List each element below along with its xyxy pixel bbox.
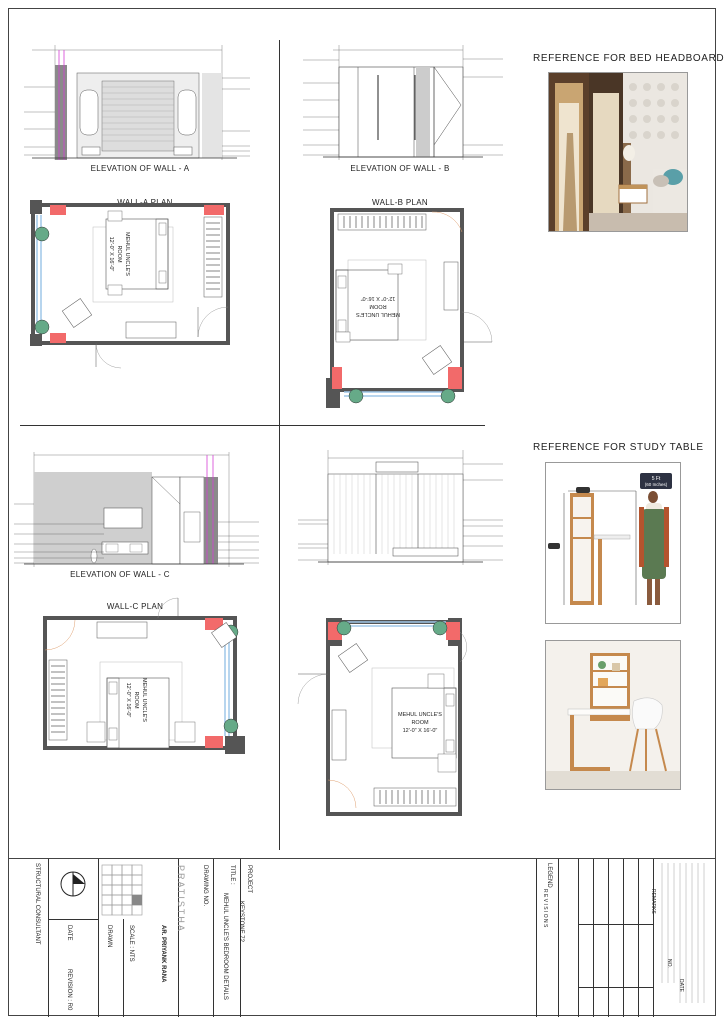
size-tag-line1: 5 Ft xyxy=(651,476,661,482)
wall-a-room-label: ROOM xyxy=(116,245,122,263)
elevation-wall-b-title: ELEVATION OF WALL - B xyxy=(350,164,450,173)
project-value: KEYSTONE 72 xyxy=(238,901,244,942)
date-col-label: DATE xyxy=(678,979,684,992)
structural-consultant-label: STRUCTURAL CONSULTANT xyxy=(34,863,40,945)
reference-study-table-title: REFERENCE FOR STUDY TABLE xyxy=(533,442,704,453)
wall-d-room-dims: 12'-0" X 16'-0" xyxy=(402,728,438,734)
wall-b-room-dims: 12'-0" X 16'-0" xyxy=(360,295,396,301)
drawing-no-label: DRAWING NO. xyxy=(202,865,208,907)
date-label: DATE xyxy=(66,925,72,941)
title-label: TITLE : xyxy=(229,865,235,885)
wall-b-room-label: ROOM xyxy=(369,303,387,309)
wall-a-plan xyxy=(28,197,243,357)
wall-d-room-name: MEHUL UNCLE'S xyxy=(398,712,442,718)
headboard-reference-image xyxy=(548,72,688,232)
elevation-wall-d xyxy=(298,450,508,570)
wall-c-room-name: MEHUL UNCLE'S xyxy=(141,678,147,722)
wall-c-plan-title: WALL-C PLAN xyxy=(106,602,164,611)
divider-vertical xyxy=(279,40,280,850)
drawn-label: DRAWN xyxy=(106,925,112,948)
title-value: MEHUL UNCLE'S BEDROOM DETAILS xyxy=(222,893,228,1000)
legend-label: LEGEND xyxy=(546,863,552,888)
elevation-wall-c-title: ELEVATION OF WALL - C xyxy=(70,570,170,579)
size-tag-line2: (60 Inches) xyxy=(644,482,668,487)
wall-b-plan-title: WALL-B PLAN xyxy=(372,198,428,207)
wall-b-room-name: MEHUL UNCLE'S xyxy=(356,311,400,317)
remarks-label: REMARKS xyxy=(650,889,656,914)
no-label: NO. xyxy=(666,959,672,968)
revision-label: REVISION : R0 xyxy=(66,969,72,1011)
wall-c-room-label: ROOM xyxy=(133,691,139,709)
architect-name: AR. PRIYANK RANA xyxy=(160,925,166,983)
title-block xyxy=(8,858,716,1017)
wall-d-plan xyxy=(298,610,473,820)
north-arrow-icon xyxy=(58,869,88,899)
revisions-label: R E V I S I O N S xyxy=(542,889,548,928)
project-label: PROJECT xyxy=(246,865,252,894)
wall-a-plan-title: WALL-A PLAN xyxy=(117,198,173,207)
wall-d-room-label: ROOM xyxy=(411,720,429,726)
study-table-reference-image-2 xyxy=(545,640,681,790)
studio-logo xyxy=(102,865,152,935)
elevation-wall-a-title: ELEVATION OF WALL - A xyxy=(90,164,190,173)
elevation-wall-a xyxy=(22,45,252,165)
wall-c-room-dims: 12'-0" X 16'-0" xyxy=(125,682,131,718)
elevation-wall-b xyxy=(303,45,513,165)
study-table-reference-image-1 xyxy=(545,462,681,624)
elevation-wall-c xyxy=(14,452,264,572)
divider-horizontal xyxy=(20,425,485,426)
scale-label: SCALE : NTS xyxy=(128,925,134,962)
studio-logo-text: PRATISTHA xyxy=(176,865,186,933)
reference-bed-headboard-title: REFERENCE FOR BED HEADBOARD xyxy=(533,53,724,64)
wall-c-plan xyxy=(35,590,250,760)
wall-a-room-name: MEHUL UNCLE'S xyxy=(124,232,130,276)
wall-a-room-dims: 12'-0" X 16'-0" xyxy=(108,236,114,272)
general-notes xyxy=(656,863,716,1013)
wall-b-plan xyxy=(318,202,493,412)
